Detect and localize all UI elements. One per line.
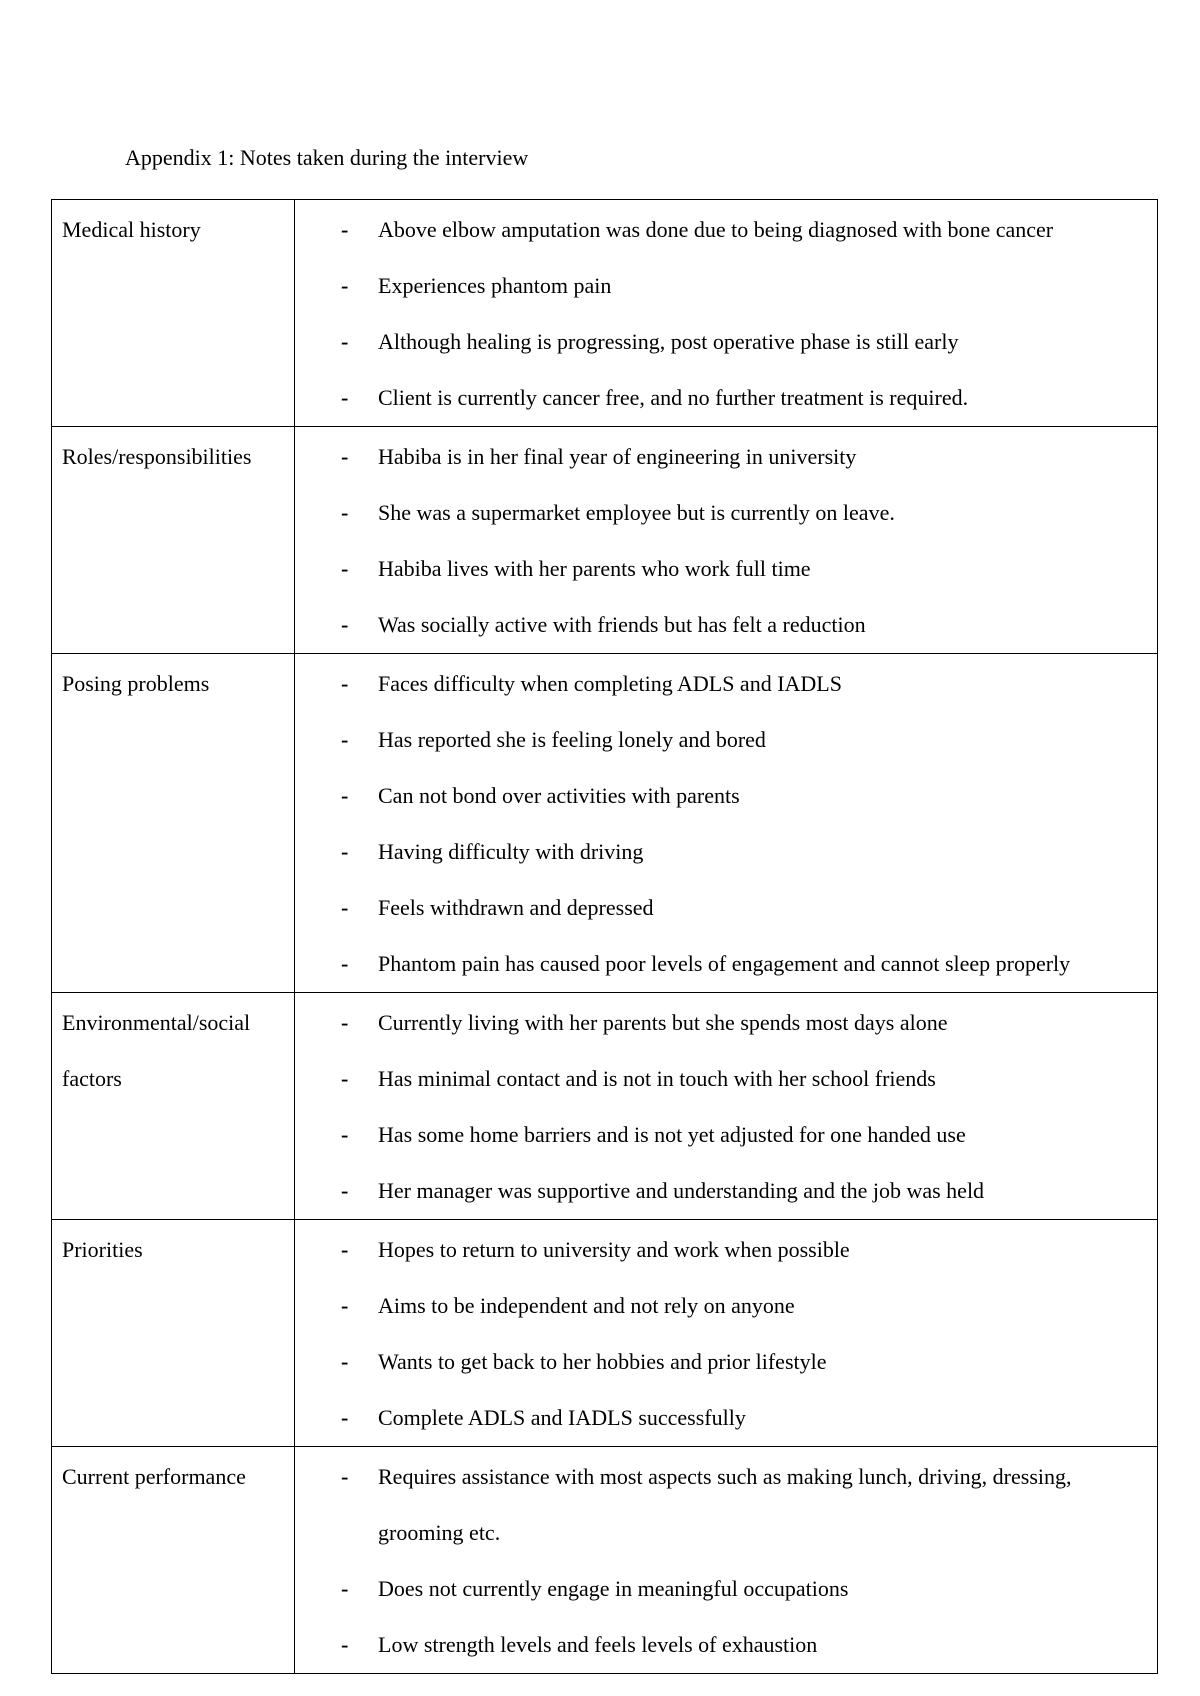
list-item — [295, 429, 1157, 485]
note-text: Experiences phantom pain — [378, 273, 612, 298]
note-text: Habiba lives with her parents who work full time — [378, 556, 811, 581]
table-row — [52, 1220, 1158, 1447]
bullet-dash: - — [341, 556, 349, 581]
note-text: Above elbow amputation was done due to being diagnosed with bone cancer — [378, 217, 1054, 242]
list-item — [295, 202, 1157, 258]
bullet-dash: - — [341, 951, 349, 976]
list-item — [295, 656, 1157, 712]
section-notes-cell — [295, 200, 1158, 427]
note-text: Has some home barriers and is not yet adjusted for one handed use — [378, 1122, 966, 1147]
section-notes-cell — [295, 993, 1158, 1220]
note-text: Client is currently cancer free, and no further treatment is required. — [378, 385, 969, 410]
note-text: Low strength levels and feels levels of exhaustion — [378, 1632, 818, 1657]
note-text: Having difficulty with driving — [378, 839, 644, 864]
table-row — [52, 1447, 1158, 1674]
bullet-dash: - — [341, 273, 349, 298]
bullet-dash: - — [341, 217, 349, 242]
note-list — [295, 1220, 1157, 1446]
bullet-dash: - — [341, 1293, 349, 1318]
table-row — [52, 427, 1158, 654]
bullet-dash: - — [341, 444, 349, 469]
bullet-dash: - — [341, 1178, 349, 1203]
note-text: Wants to get back to her hobbies and prior lifestyle — [378, 1349, 827, 1374]
list-item — [295, 824, 1157, 880]
section-notes-cell — [295, 1220, 1158, 1447]
list-item — [295, 1449, 1157, 1561]
section-label-cell — [52, 1447, 295, 1674]
list-item — [295, 370, 1157, 426]
list-item — [295, 1390, 1157, 1446]
bullet-dash: - — [341, 1010, 349, 1035]
note-text: Habiba is in her final year of engineering in university — [378, 444, 857, 469]
note-text: Requires assistance with most aspects such as making lunch, driving, dressing, grooming etc. — [378, 1464, 1072, 1545]
list-item — [295, 1334, 1157, 1390]
note-text: Her manager was supportive and understanding and the job was held — [378, 1178, 985, 1203]
bullet-dash: - — [341, 895, 349, 920]
section-label-cell — [52, 1220, 295, 1447]
section-label: Roles/responsibilities — [62, 444, 252, 469]
bullet-dash: - — [341, 612, 349, 637]
interview-notes-table — [51, 199, 1158, 1674]
section-notes-cell — [295, 427, 1158, 654]
bullet-dash: - — [341, 783, 349, 808]
section-label-cell — [52, 993, 295, 1220]
list-item — [295, 880, 1157, 936]
list-item — [295, 541, 1157, 597]
bullet-dash: - — [341, 1576, 349, 1601]
note-list — [295, 200, 1157, 426]
list-item — [295, 1222, 1157, 1278]
note-text: Faces difficulty when completing ADLS and IADLS — [378, 671, 842, 696]
table-row — [52, 654, 1158, 993]
section-notes-cell — [295, 1447, 1158, 1674]
note-text: Has reported she is feeling lonely and bored — [378, 727, 766, 752]
list-item — [295, 1617, 1157, 1673]
note-text: Currently living with her parents but she spends most days alone — [378, 1010, 948, 1035]
bullet-dash: - — [341, 1632, 349, 1657]
list-item — [295, 1107, 1157, 1163]
list-item — [295, 995, 1157, 1051]
section-notes-cell — [295, 654, 1158, 993]
bullet-dash: - — [341, 1122, 349, 1147]
bullet-dash: - — [341, 385, 349, 410]
list-item — [295, 936, 1157, 992]
section-label-cell — [52, 427, 295, 654]
note-list — [295, 993, 1157, 1219]
table-row — [52, 200, 1158, 427]
bullet-dash: - — [341, 1405, 349, 1430]
list-item — [295, 1163, 1157, 1219]
note-list — [295, 654, 1157, 992]
bullet-dash: - — [341, 1464, 349, 1489]
note-text: Hopes to return to university and work when possible — [378, 1237, 850, 1262]
note-text: Was socially active with friends but has felt a reduction — [378, 612, 866, 637]
bullet-dash: - — [341, 727, 349, 752]
bullet-dash: - — [341, 671, 349, 696]
list-item — [295, 1278, 1157, 1334]
note-text: Complete ADLS and IADLS successfully — [378, 1405, 746, 1430]
bullet-dash: - — [341, 1066, 349, 1091]
note-text: Phantom pain has caused poor levels of engagement and cannot sleep properly — [378, 951, 1071, 976]
section-label: Medical history — [62, 217, 201, 242]
section-label-cell — [52, 200, 295, 427]
list-item — [295, 712, 1157, 768]
list-item — [295, 314, 1157, 370]
bullet-dash: - — [341, 1237, 349, 1262]
note-text: Has minimal contact and is not in touch with her school friends — [378, 1066, 936, 1091]
section-label: Current performance — [62, 1464, 246, 1489]
section-label: Posing problems — [62, 671, 210, 696]
interview-notes-body — [52, 200, 1158, 1674]
note-text: Does not currently engage in meaningful occupations — [378, 1576, 849, 1601]
list-item — [295, 768, 1157, 824]
page-title: Appendix 1: Notes taken during the interview — [125, 145, 529, 170]
note-text: Can not bond over activities with parents — [378, 783, 740, 808]
note-list — [295, 427, 1157, 653]
note-text: Feels withdrawn and depressed — [378, 895, 654, 920]
note-text: Although healing is progressing, post operative phase is still early — [378, 329, 959, 354]
note-text: She was a supermarket employee but is currently on leave. — [378, 500, 895, 525]
bullet-dash: - — [341, 329, 349, 354]
section-label-cell — [52, 654, 295, 993]
table-row — [52, 993, 1158, 1220]
list-item — [295, 1051, 1157, 1107]
bullet-dash: - — [341, 500, 349, 525]
list-item — [295, 485, 1157, 541]
section-label: Priorities — [62, 1237, 143, 1262]
list-item — [295, 258, 1157, 314]
note-text: Aims to be independent and not rely on anyone — [378, 1293, 795, 1318]
note-list — [295, 1447, 1157, 1673]
list-item — [295, 597, 1157, 653]
bullet-dash: - — [341, 1349, 349, 1374]
section-label: Environmental/social factors — [62, 1010, 251, 1091]
bullet-dash: - — [341, 839, 349, 864]
list-item — [295, 1561, 1157, 1617]
